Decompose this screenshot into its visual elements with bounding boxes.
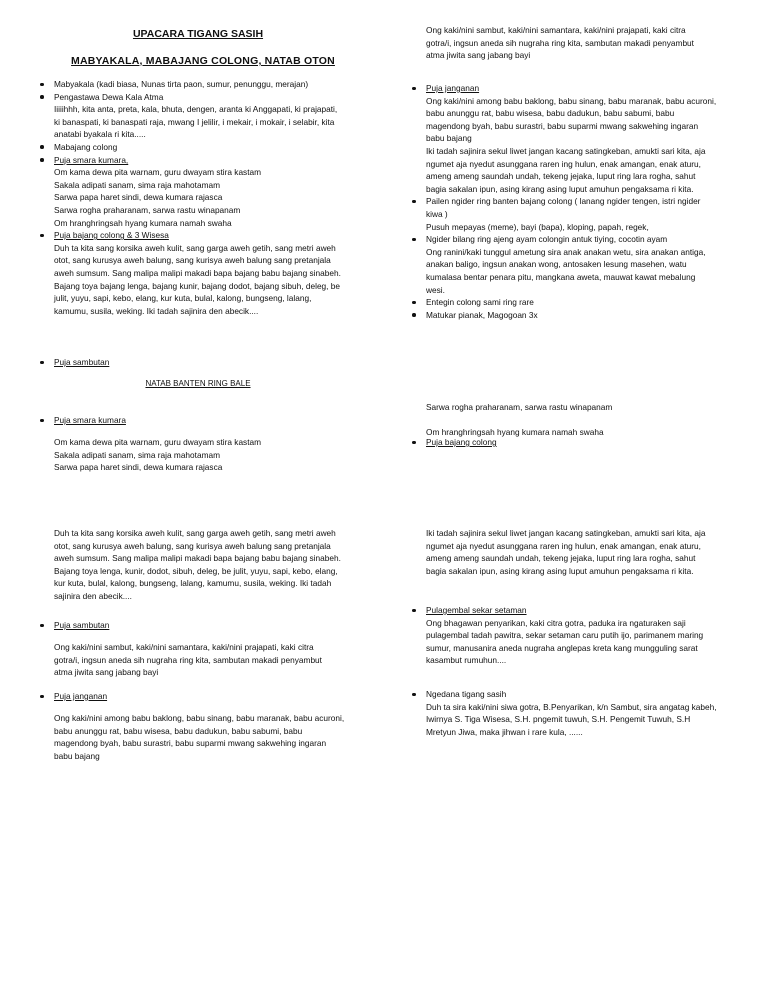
list-item: Puja smara kumara, Om kama dewa pita warnam, guru dwayam stira kastam Sakala adipati sanam, sima raja mahotamam Sarwa papa haret sindi, dewa kumara rajasca Sarwa rogha praharanam, sarwa rastu winapanam Om hranghringsah hyang kumara namah swaha: [38, 154, 368, 230]
right-bajang-item: Puja bajang colong: [410, 436, 750, 449]
list-item: Pengastawa Dewa Kala Atma Iiiiihhh, kita anta, preta, kala, bhuta, dengen, aranta ki Anggapati, ki prajapati, ki banaspati, ki banaspati raja, mwang I jelilir, i mekair, i mokair, i selabir, kita anatabi byakala ri kita.....: [38, 91, 368, 141]
list-item: Pailen ngider ring banten bajang colong ( lanang ngider tengen, istri ngider kiwa ) Pusuh mepayas (meme), bayi (bapa), kloping, papah, regek,: [410, 195, 750, 233]
list-item: Entegin colong sami ring rare: [410, 296, 750, 309]
right-top-text: Ong kaki/nini sambut, kaki/nini samantara, kaki/nini prajapati, kaki citra gotra/i, ingsun aneda sih nugraha ring kita, sambutan makadi penyambut atma jiwita sang jabang bayi: [426, 25, 694, 61]
right-pulagembal-item: Pulagembal sekar setaman Ong bhagawan penyarikan, kaki citra gotra, paduka ira ngaturaken saji pulagembal tadah pawitra, sekar setaman caru putih ijo, parimanem maring sumur, manusanira aneda nugraha anglepas kreta kang mungguling sarat kasambut rumuhun....: [410, 604, 750, 667]
right-iki-text: Iki tadah sajinira sekul liwet jangan kacang satingkeban, amukti sari kita, aja ngumet aja nyedut asunggana raren ing hulun, enak amangan, enak aturu, ameng ameng saundah undah, tekeng jejaka, luput ring lara rogha, sahut bagia sakalan ipun, asing kirang asing luput amuhun pengaksama ri kita.: [426, 528, 706, 576]
right-top-list: [410, 82, 750, 321]
list-item: Matukar pianak, Magogoan 3x: [410, 309, 750, 322]
left-janganan2-text: Ong kaki/nini among babu baklong, babu sinang, babu maranak, babu acuroni, babu anunggu rat, babu wisesa, babu dadukun, babu sabumi, babu magendong byah, babu surastri, babu suparmi mwang sakwehing ingaran babu bajang: [54, 713, 345, 761]
left-smara-item: Puja smara kumara: [38, 414, 368, 427]
left-sambutan-item: Puja sambutan: [38, 356, 368, 369]
list-item: Mabyakala (kadi biasa, Nunas tirta paon, sumur, penunggu, merajan): [38, 78, 368, 91]
list-item: Ngider bilang ring ajeng ayam colongin antuk tiying, cocotin ayam Ong ranini/kaki tunggul ametung sira anak anakan wetu, sira anakan antiga, anakan baligo, ingsun anakan wong, antosaken lesung masehen, watu kumalasa bentar penara pitu, mangkana aweta, mauwat kawat mebalung wesi.: [410, 233, 750, 296]
document-title: UPACARA TIGANG SASIH: [132, 28, 264, 40]
left-duh-text: Duh ta kita sang korsika aweh kulit, sang garga aweh getih, sang metri aweh otot, sang kurusya aweh balung, sang kurisya aweh balung sang pretanjala aweh sumsum. Sang malipa malipi makadi bapa bajang babu bajang sinabeh. Bajang toya lenga, kunir, dodot, sibuh, deleg, be julit, yuyu, sapi, kebo, elang, kur kuta, bulal, kalong, bungseng, lalang, kamumu, susila, weking. Iki tadah sajinira den abecik....: [54, 528, 341, 601]
right-mid-text: Sarwa rogha praharanam, sarwa rastu winapanam Om hranghringsah hyang kumara namah swaha: [426, 402, 613, 438]
document-subtitle: MABYAKALA, MABAJANG COLONG, NATAB OTON: [71, 55, 335, 67]
list-item: Mabajang colong: [38, 141, 368, 154]
left-sambutan2-item: Puja sambutan: [38, 619, 368, 632]
list-item: Puja bajang colong & 3 Wisesa Duh ta kita sang korsika aweh kulit, sang garga aweh getih, sang metri aweh otot, sang kurusya aweh balung, sang kurisya aweh balung sang pretanjala aweh sumsum. Sang malipa malipi makadi bapa bajang babu bajang sinabeh. Bajang toya bajang lenga, bajang kunir, bajang dodot, bajang sibuh, deleg, be julit, yuyu, sapi, kebo, elang, kur kuta, bulal, kalong, bungseng, lalang, kamumu, susila, weking. Iki tadah sajinira den abecik....: [38, 229, 368, 317]
left-smara-text: Om kama dewa pita warnam, guru dwayam stira kastam Sakala adipati sanam, sima raja mahotamam Sarwa papa haret sindi, dewa kumara rajasca: [54, 437, 262, 473]
right-ngedana-item: Ngedana tigang sasih Duh ta sira kaki/nini siwa gotra, B.Penyarikan, k/n Sambut, sira angatag kabeh, Iwirnya S. Tiga Wisesa, S.H. pngemit tuwuh, S.H. Pengemit Tuwuh, S.H Mretyun Jiwa, maka jihwan i rare kula, ......: [410, 688, 750, 738]
natab-heading: NATAB BANTEN RING BALE: [145, 379, 251, 388]
list-item: Puja janganan Ong kaki/nini among babu baklong, babu sinang, babu maranak, babu acuroni, babu anunggu rat, babu wisesa, babu dadukun, babu sabumi, babu magendong byah, babu surastri, babu suparmi mwang sakwehing ingaran babu bajang Iki tadah sajinira sekul liwet jangan kacang satingkeban, amukti sari kita, aja ngumet aja nyedut asunggana raren ing hulun, enak amangan, enak aturu, ameng ameng saundah undah, tekeng jejaka, luput ring lara rogha, sahut bagia sakalan ipun, asing kirang asing luput amuhun pengaksama ri kita.: [410, 82, 750, 195]
left-janganan2-item: Puja janganan: [38, 690, 368, 703]
left-top-list: [38, 78, 368, 317]
left-sambutan2-text: Ong kaki/nini sambut, kaki/nini samantara, kaki/nini prajapati, kaki citra gotra/i, ingsun aneda sih nugraha ring kita, sambutan makadi penyambut atma jiwita sang jabang bayi: [54, 642, 322, 678]
